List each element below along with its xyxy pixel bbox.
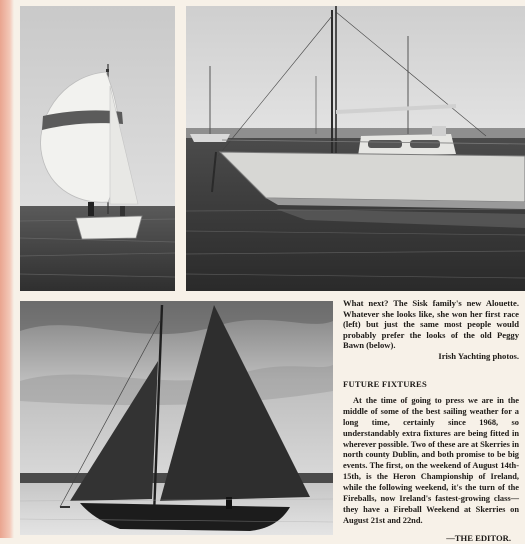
fixtures-heading: FUTURE FIXTURES <box>343 379 427 389</box>
photo-peggy-bawn-cutter <box>20 301 333 535</box>
photo-spinnaker-dinghy <box>20 6 175 291</box>
photo-credit: Irish Yachting photos. <box>438 350 519 361</box>
editor-signoff: —THE EDITOR. <box>446 532 511 543</box>
future-fixtures-article <box>343 379 519 544</box>
photo-caption <box>343 298 519 362</box>
photo-alouette-sloop <box>186 6 525 291</box>
page-edge <box>0 0 14 538</box>
caption-text: What next? The Sisk family's new Alouette. Whatever she looks like, she won her first race (left) but just the same most people would probably prefer the looks of the old Peggy Bawn (below). <box>343 298 519 351</box>
fixtures-body: At the time of going to press we are in the middle of some of the best sailing weather for a long time, certainly since 1968, so understandably extra fixtures are being fitted in wherever possible. Two of these are at Skerries in north county Dublin, and both promise to be big events. The first, on the weekend of August 14th-15th, is the Heron Championship of Ireland, while the following weekend, it's the turn of the Fireballs, now Ireland's fastest-growing class—they have a Fireball Weekend at Skerries on August 21st and 22nd. <box>343 395 519 525</box>
